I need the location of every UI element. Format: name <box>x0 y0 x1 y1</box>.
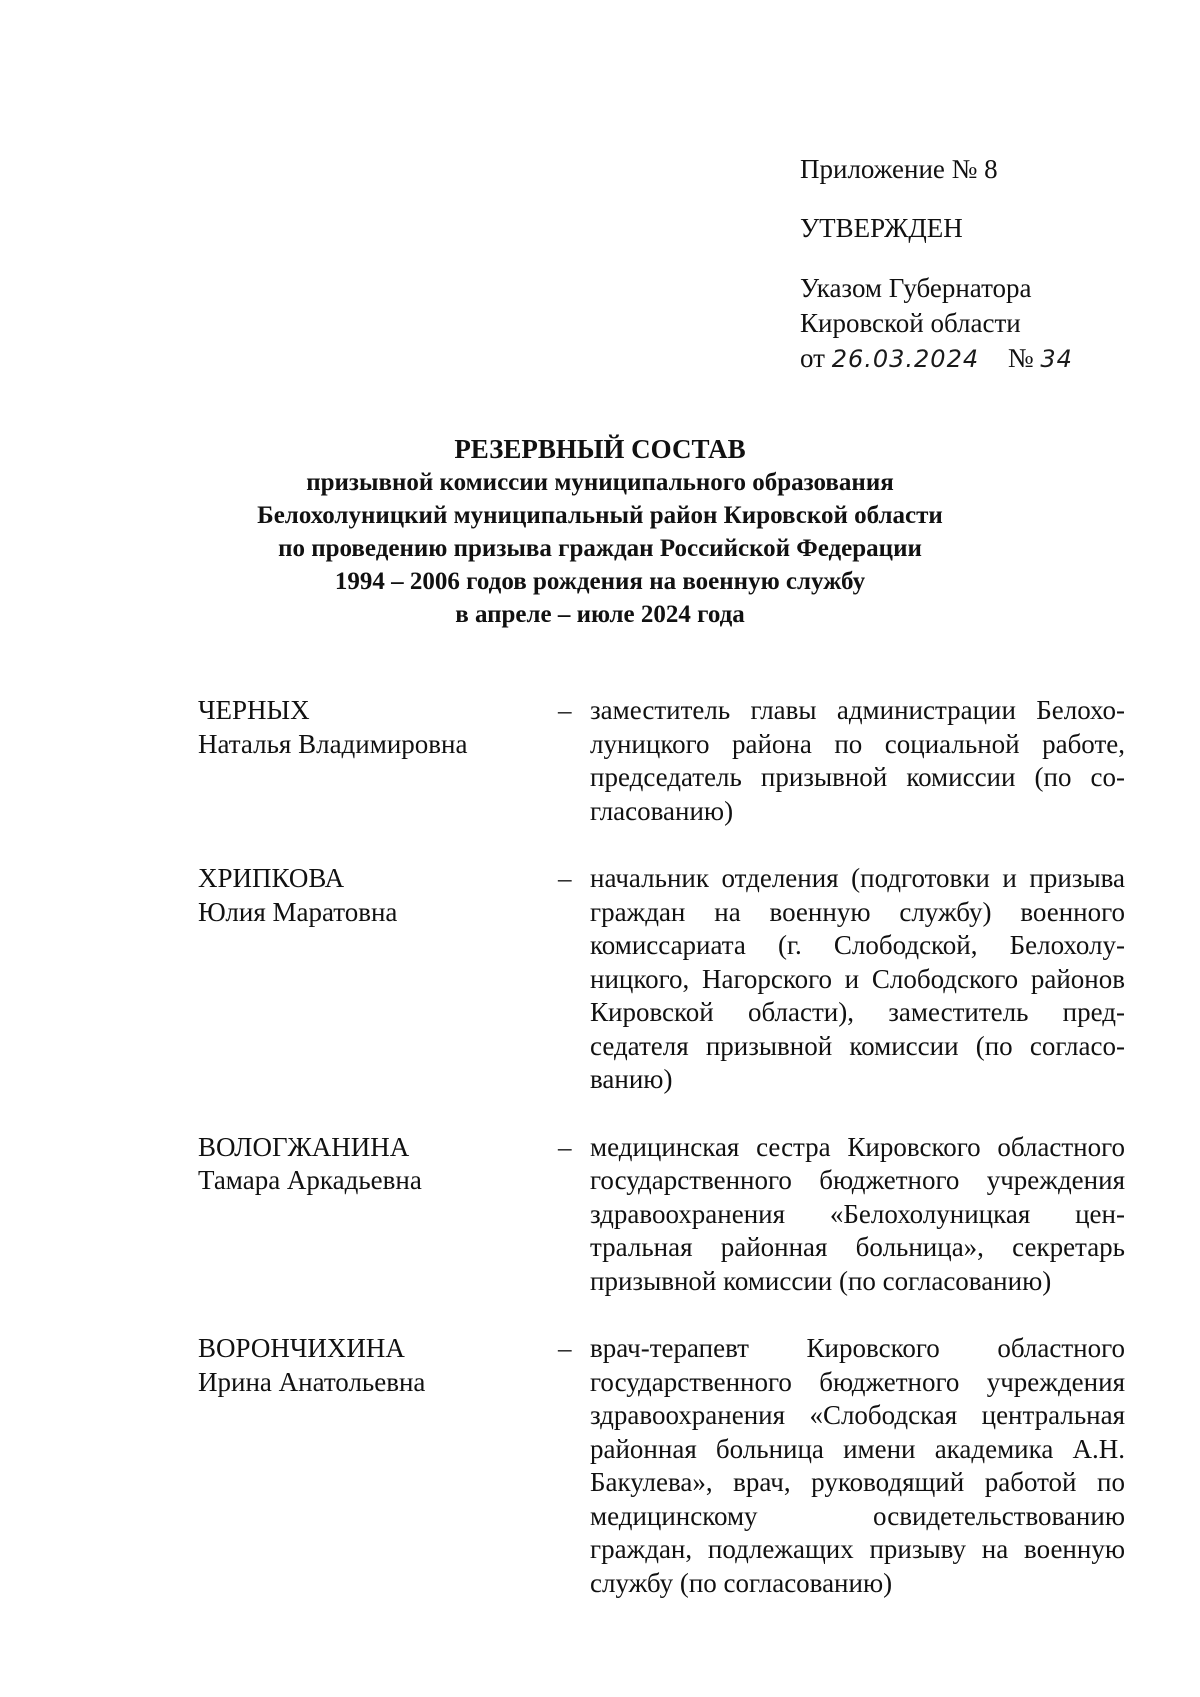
member-dash: – <box>558 863 572 893</box>
member-entry <box>198 694 1125 828</box>
member-role: начальник отделения (подготовки и призыва граждан на военную службу) военного комиссариата (г. Слободской, Белохолуницкого, Нагорского и Слободского районов Кировской области), заместитель председателя призывной комиссии (по согласованию) <box>590 863 1125 1094</box>
members-list <box>198 694 1125 1600</box>
title-line-2: Белохолуницкий муниципальный район Кировской области <box>257 502 943 529</box>
handwritten-number: 34 <box>1040 345 1073 373</box>
member-role: медицинская сестра Кировского областного государственного бюджетного учреждения здравоохранения «Белохолуницкая центральная районная больница», секретарь призывной комиссии (по согласованию) <box>590 1131 1125 1296</box>
member-person <box>198 1332 558 1600</box>
title-line-3: по проведению призыва граждан Российской Федерации <box>278 535 922 562</box>
member-dash: – <box>558 1333 572 1363</box>
member-given-name: Наталья Владимировна <box>198 728 468 759</box>
title-line-5: в апреле – июле 2024 года <box>455 601 745 628</box>
member-surname: ВОЛОГЖАНИНА <box>198 1131 410 1162</box>
member-given-name: Тамара Аркадьевна <box>198 1165 422 1195</box>
title-main: РЕЗЕРВНЫЙ СОСТАВ <box>454 434 746 464</box>
member-surname: ХРИПКОВА <box>198 863 345 893</box>
number-prefix: № <box>1007 343 1034 373</box>
member-person <box>198 862 558 1097</box>
title-line-1: призывной комиссии муниципального образования <box>306 469 894 496</box>
decree-line-2: Кировской области <box>800 308 1021 338</box>
member-role: заместитель главы администрации Белохолуницкого района по социальной работе, председатель призывной комиссии (по согласованию) <box>590 695 1125 826</box>
date-prefix: от <box>800 343 825 373</box>
member-entry <box>198 1332 1125 1600</box>
member-person <box>198 694 558 828</box>
member-role: врач-терапевт Кировского областного государственного бюджетного учреждения здравоохранения «Слободская центральная районная больница имени академика А.Н. Бакулева», врач, руководящий работой по медицинскому освидетельствованию граждан, подлежащих призыву на военную службу (по согласованию) <box>590 1333 1125 1598</box>
member-person <box>198 1131 558 1299</box>
member-dash: – <box>558 695 572 725</box>
member-given-name: Юлия Маратовна <box>198 896 398 927</box>
appendix-label: Приложение № 8 <box>800 154 998 184</box>
member-surname: ЧЕРНЫХ <box>198 695 310 725</box>
title-line-4: 1994 – 2006 годов рождения на военную службу <box>334 568 866 595</box>
approval-stamp-block <box>800 152 1160 377</box>
member-given-name: Ирина Анатольевна <box>198 1366 426 1397</box>
member-entry <box>198 1131 1125 1299</box>
decree-line-1: Указом Губернатора <box>800 273 1032 303</box>
member-dash: – <box>558 1131 572 1162</box>
decree-date-line <box>800 341 1160 377</box>
member-surname: ВОРОНЧИХИНА <box>198 1333 405 1363</box>
approved-label: УТВЕРЖДЕН <box>800 213 963 243</box>
document-title <box>0 433 1200 631</box>
handwritten-date: 26.03.2024 <box>831 345 980 373</box>
member-entry <box>198 862 1125 1097</box>
